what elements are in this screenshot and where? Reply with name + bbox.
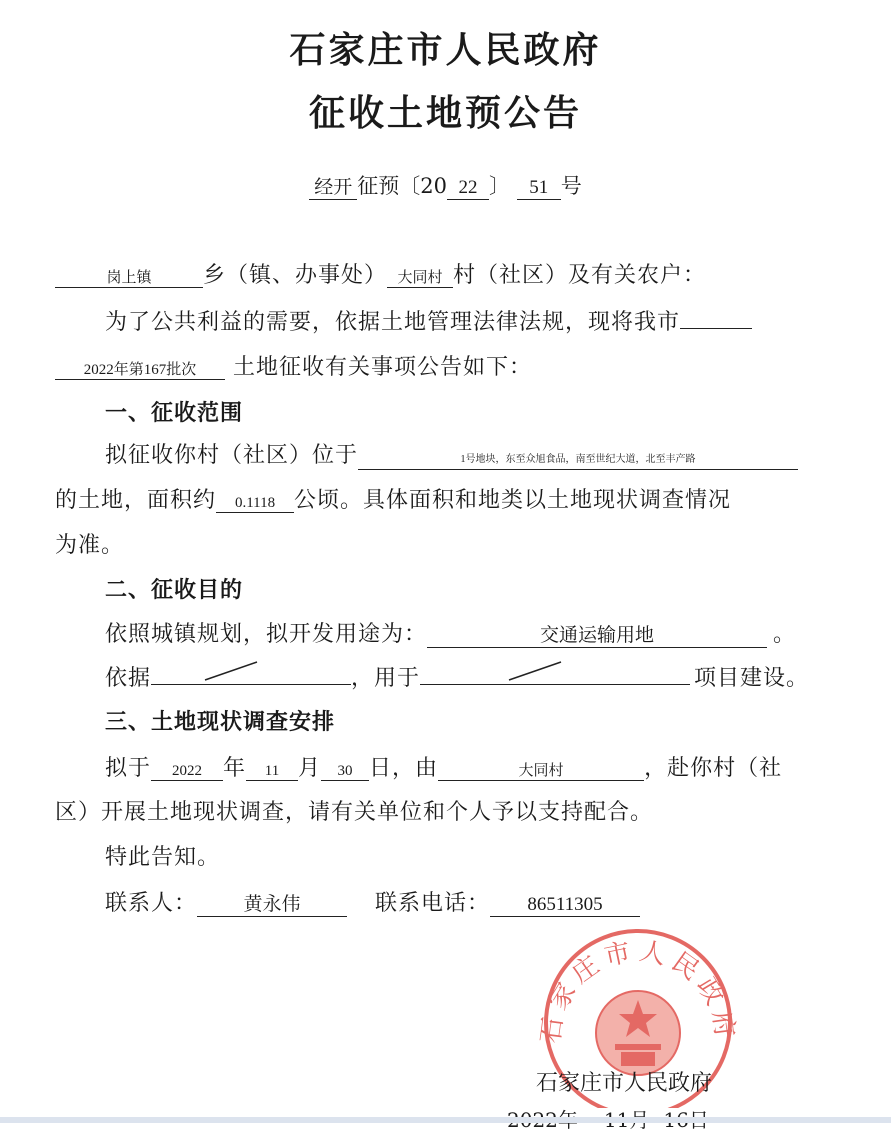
viewer-bottom-bar bbox=[0, 1117, 891, 1123]
section-3-heading: 三、土地现状调查安排 bbox=[105, 709, 336, 735]
contact-person-label: 联系人： bbox=[105, 891, 198, 916]
addressee-line bbox=[55, 258, 835, 289]
section-2-text-1: 依照城镇规划，拟开发用途为： bbox=[105, 622, 428, 647]
survey-year-field: 2022 bbox=[151, 762, 223, 781]
section-1-text-2: 的土地，面积约 bbox=[55, 488, 217, 513]
village-field: 大同村 bbox=[387, 269, 453, 288]
section-2-text-3: ，用于 bbox=[351, 666, 421, 691]
area-field: 0.1118 bbox=[216, 494, 294, 513]
contact-phone-field: 86511305 bbox=[490, 894, 640, 917]
surveyor-field: 大同村 bbox=[438, 762, 644, 781]
contact-phone-label: 联系电话： bbox=[375, 891, 491, 916]
project-field bbox=[420, 662, 690, 685]
section-2-text-4: 项目建设。 bbox=[694, 666, 810, 691]
section-1-line-2 bbox=[55, 483, 835, 514]
section-3-line-1 bbox=[55, 751, 875, 782]
contact-line bbox=[55, 886, 875, 917]
addressee-text-2: 村（社区）及有关农户： bbox=[453, 263, 707, 288]
title-line-1: 石家庄市人民政府 bbox=[289, 29, 602, 71]
blank-slash-icon-2 bbox=[505, 660, 565, 682]
survey-month-field: 11 bbox=[246, 762, 298, 781]
document-number bbox=[0, 170, 891, 200]
section-2-heading: 二、征收目的 bbox=[105, 577, 244, 603]
use-field: 交通运输用地 bbox=[427, 625, 767, 648]
blank-slash-icon bbox=[201, 660, 261, 682]
year-label: 年 bbox=[223, 756, 247, 781]
section-1-line-1 bbox=[55, 438, 875, 470]
seal-text: 石家庄市人民政府 bbox=[535, 936, 741, 1046]
basis-field bbox=[151, 662, 351, 685]
batch-field: 2022年第167批次 bbox=[55, 361, 225, 380]
section-3-line-2: 区）开展土地现状调查，请有关单位和个人予以支持配合。 bbox=[55, 800, 654, 825]
intro-text-1: 为了公共利益的需要，依据土地管理法律法规，现将我市 bbox=[105, 310, 681, 335]
doc-number-mid: 征预〔20 bbox=[357, 174, 448, 198]
doc-number-suffix: 号 bbox=[560, 174, 582, 198]
intro-line-1 bbox=[55, 305, 875, 336]
contact-person-field: 黄永伟 bbox=[197, 894, 347, 917]
section-3-text-2: ，赴你村（社 bbox=[644, 756, 783, 781]
section-3-text-1: 拟于 bbox=[105, 756, 152, 781]
notice-line: 特此告知。 bbox=[105, 845, 221, 870]
section-2-text-2: 依据 bbox=[105, 666, 152, 691]
signer-name: 石家庄市人民政府 bbox=[536, 1071, 713, 1096]
addressee-text-1: 乡（镇、办事处） bbox=[203, 263, 388, 288]
day-label: 日，由 bbox=[369, 756, 439, 781]
national-emblem-icon bbox=[596, 991, 680, 1075]
intro-blank bbox=[680, 328, 752, 329]
section-1-heading: 一、征收范围 bbox=[105, 400, 244, 426]
section-1-text-1: 拟征收你村（社区）位于 bbox=[105, 443, 359, 468]
section-1-line-3: 为准。 bbox=[55, 533, 125, 558]
intro-text-2: 土地征收有关事项公告如下： bbox=[233, 355, 533, 380]
section-2-text-1-end: 。 bbox=[773, 622, 797, 647]
section-2-line-2 bbox=[55, 661, 875, 692]
town-field: 岗上镇 bbox=[55, 269, 203, 288]
intro-line-2 bbox=[55, 350, 835, 381]
section-2-line-1 bbox=[55, 617, 875, 648]
month-label: 月 bbox=[298, 756, 322, 781]
title-line-2: 征收土地预公告 bbox=[308, 92, 582, 134]
survey-day-field: 30 bbox=[321, 762, 369, 781]
section-1-text-3: 公顷。具体面积和地类以土地现状调查情况 bbox=[294, 488, 732, 513]
location-field: 1号地块，东至众旭食品，南至世纪大道，北至丰产路 bbox=[358, 451, 798, 470]
doc-number-year: 22 bbox=[447, 177, 489, 200]
doc-number-value: 51 bbox=[517, 177, 561, 200]
doc-number-close: 〕 bbox=[489, 174, 511, 198]
doc-number-prefix: 经开 bbox=[309, 177, 357, 200]
